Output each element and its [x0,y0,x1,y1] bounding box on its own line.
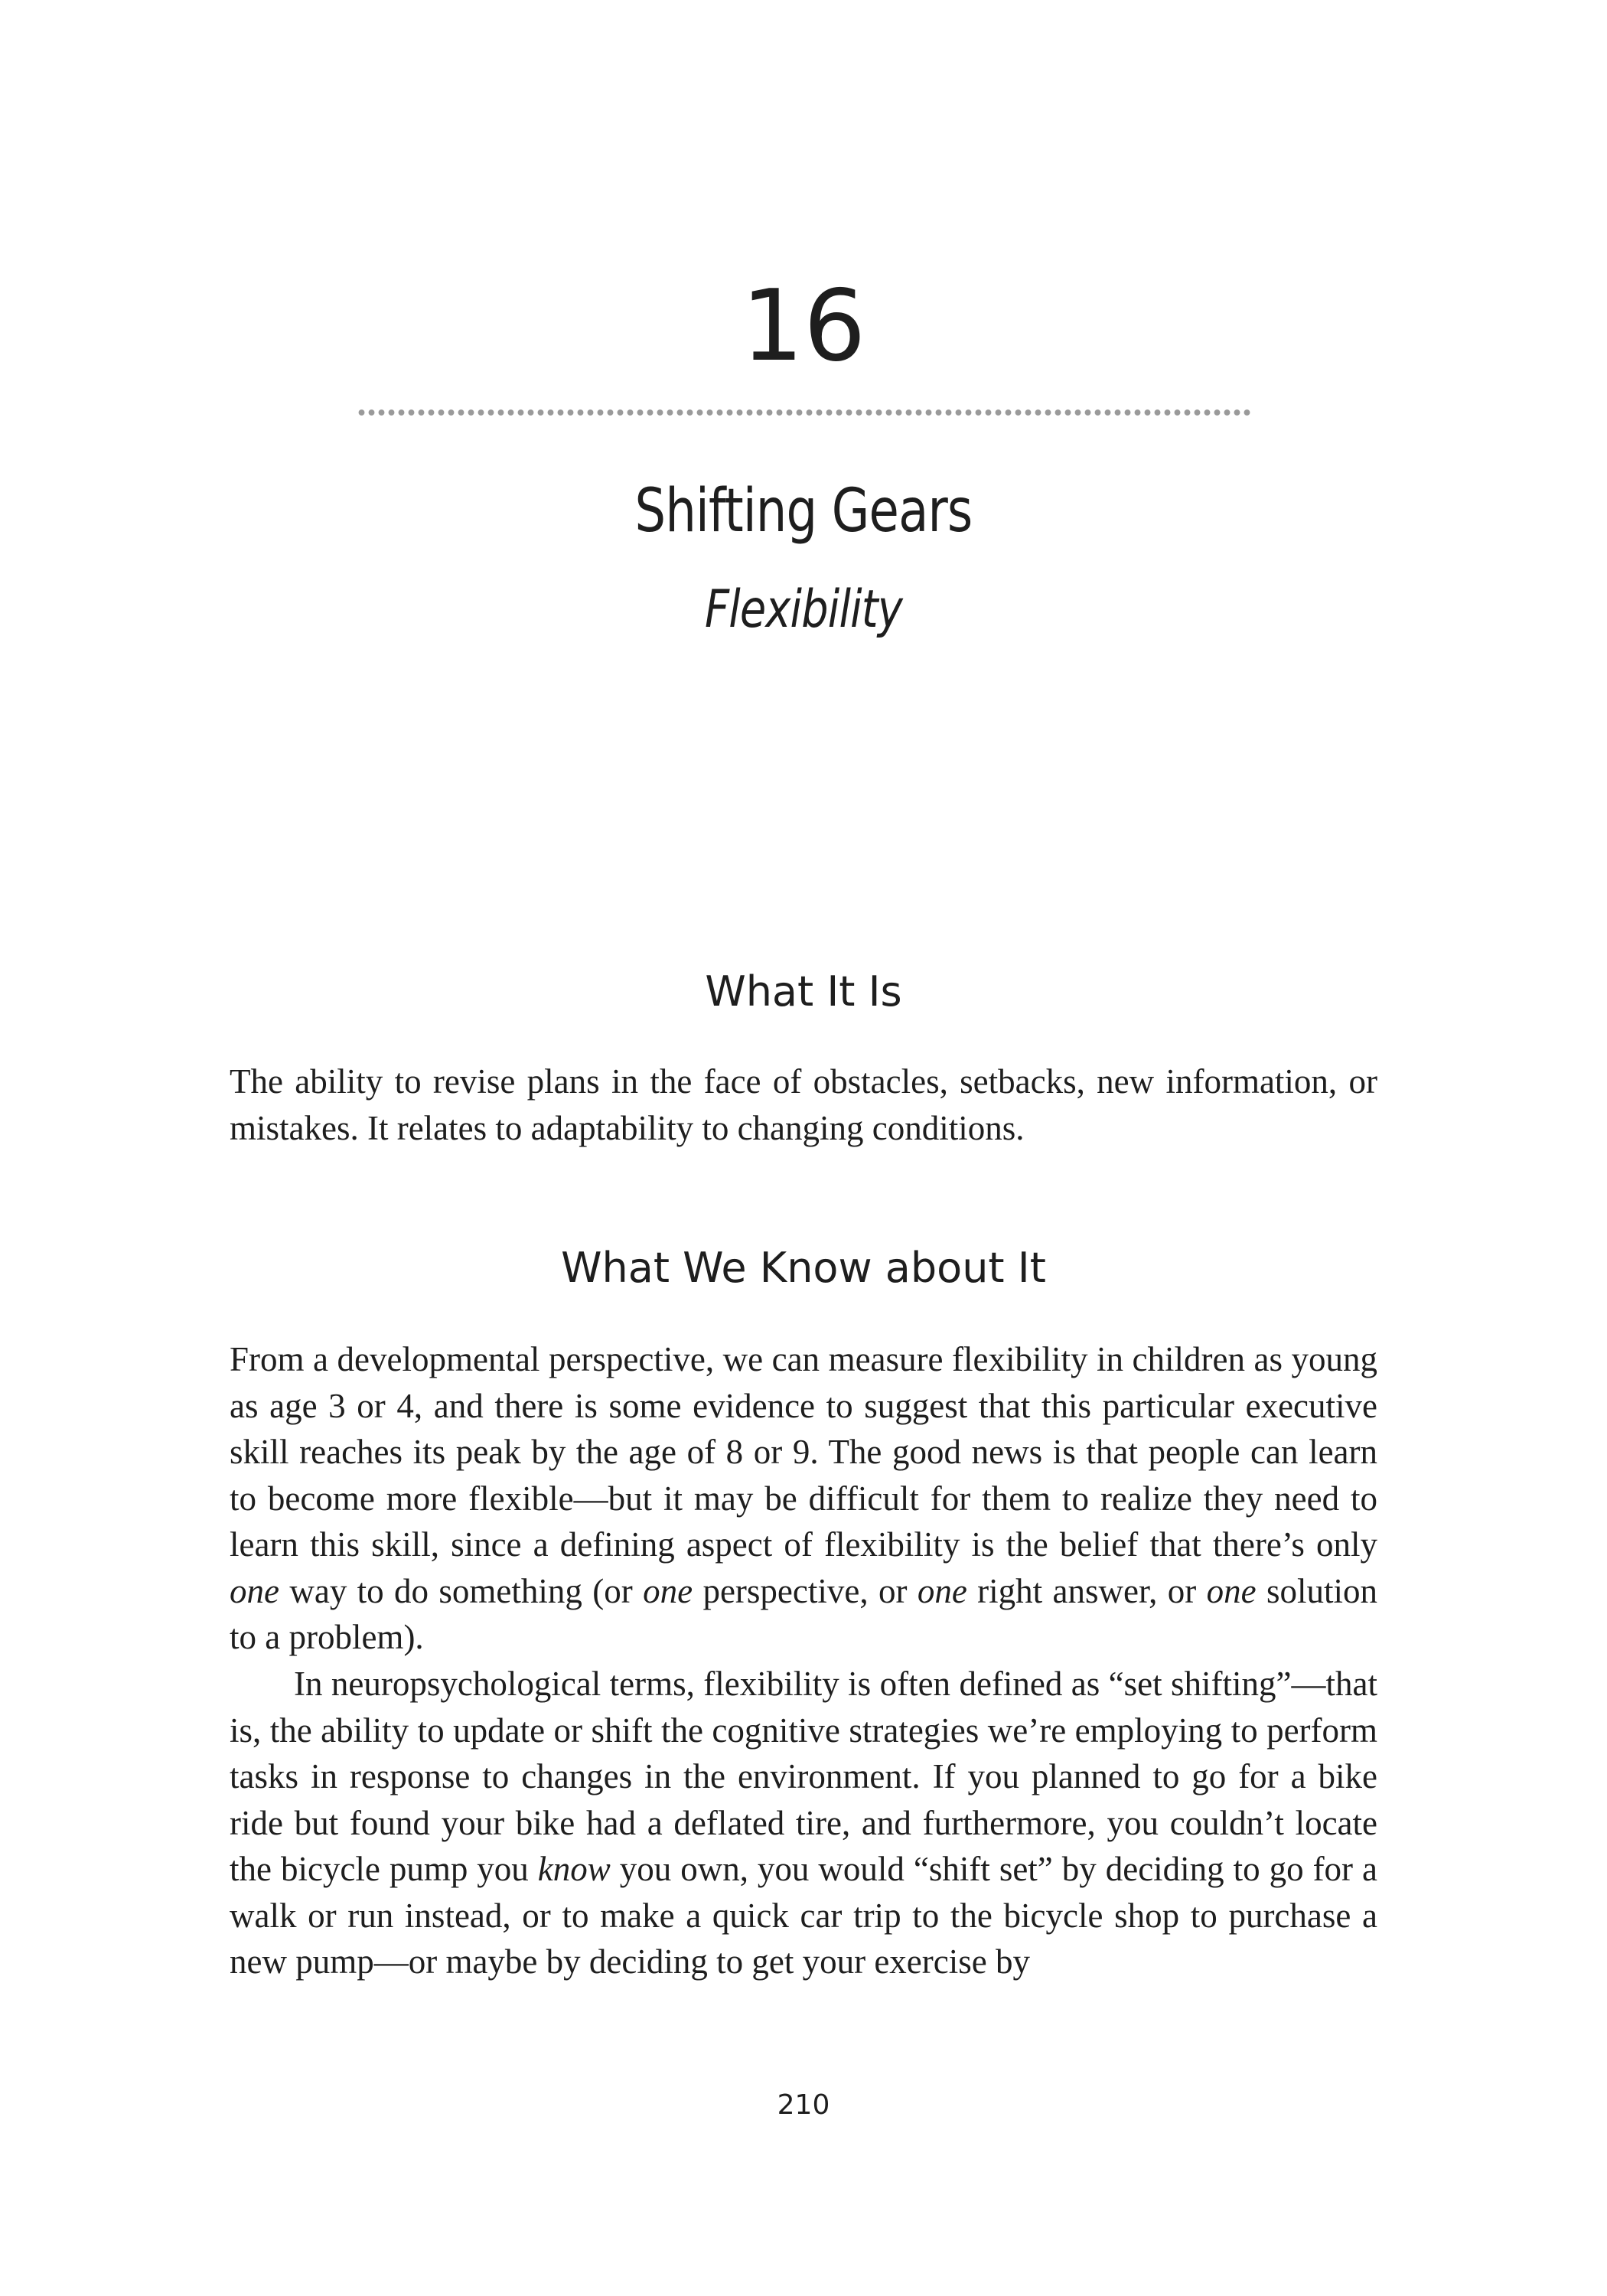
page-number: 210 [777,2089,830,2121]
text-segment: you own, you would “shift set” by deciding to go for a walk or run instead, or to make a quick car trip to the bicycle shop to purchase a new pump—or maybe by deciding to get your exercise by [230,1850,1377,1981]
paragraph-developmental [230,1336,1377,1661]
text-segment: perspective, or [693,1571,918,1610]
text-segment: From a developmental perspective, we can measure flexibility in children as young as age 3 or 4, and there is some evidence to suggest that this particular executive skill reaches its peak by the age of 8 or 9. The good news is that people can learn to become more flexible—but it may be difficult for them to realize they need to learn this skill, since a defining aspect of flexibility is the belief that there’s only [230,1340,1377,1564]
chapter-number: 16 [741,269,866,383]
paragraph-set-shifting [230,1661,1377,1985]
text-segment: right answer, or [966,1571,1207,1610]
dotted-divider [357,409,1252,416]
text-segment: In neuropsychological terms, flexibility is often defined as “set shifting”—that is, the ability to update or shift the cognitive strategies we’re employing to perform tasks in response to changes in the environment. If you planned to go for a bike ride but found your bike had a deflated tire, and furthermore, you couldn’t locate the bicycle pump you [230,1665,1377,1888]
chapter-title: Shifting Gears [634,477,973,546]
emphasis-text: one [917,1571,967,1610]
emphasis-text: one [1206,1571,1257,1610]
chapter-subtitle: Flexibility [704,579,903,640]
emphasis-text: one [643,1571,693,1610]
section-heading-what-it-is: What It Is [705,967,902,1016]
section-heading-what-we-know: What We Know about It [561,1244,1046,1292]
paragraph-definition: The ability to revise plans in the face of obstacles, setbacks, new information, or mistakes. It relates to adaptability to changing conditions. [230,1062,1377,1147]
text-segment: solution to a problem). [230,1571,1377,1656]
text-segment: way to do something (or [279,1571,644,1610]
emphasis-text: one [230,1571,279,1610]
emphasis-text: know [537,1850,611,1888]
